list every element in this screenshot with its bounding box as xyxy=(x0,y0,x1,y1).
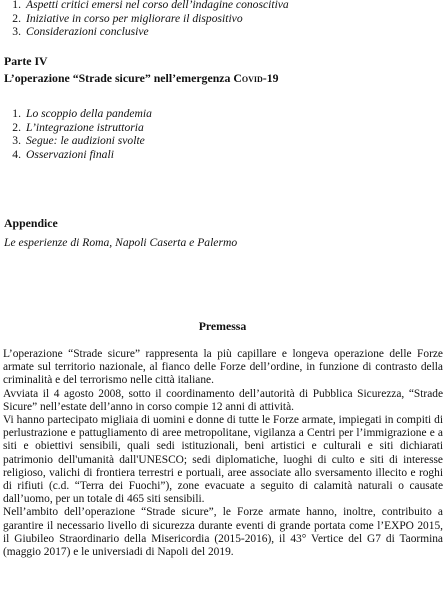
toc-item: 3. Segue: le audizioni svolte xyxy=(12,134,145,148)
toc-item: 4. Osservazioni finali xyxy=(12,147,114,161)
premessa-body xyxy=(3,348,443,559)
toc-item: 1. Aspetti critici emersi nel corso dell’indagine conoscitiva xyxy=(12,0,289,11)
paragraph: Nell’ambito dell’operazione “Strade sicure”, le Forze armate hanno, inoltre, contribuito a garantire il necessario livello di sicurezza durante eventi di grande portata come l’EXPO 2015, il Giubileo Straordinario della Misericordia (2015-2016), il 43° Vertice del G7 di Taormina (maggio 2017) e le universiadi di Napoli del 2019. xyxy=(3,506,443,559)
part-iv-label: Parte IV xyxy=(4,54,48,68)
appendix-label: Appendice xyxy=(4,216,58,230)
paragraph: Avviata il 4 agosto 2008, sotto il coordinamento dell’autorità di Pubblica Sicurezza, “Strade Sicure” nell’estate dell’anno in corso compie 12 anni di attività. xyxy=(3,387,443,413)
part-iv-title: L’operazione “Strade sicure” nell’emergenza Covid-19 xyxy=(4,71,279,85)
appendix-subtitle: Le esperienze di Roma, Napoli Caserta e Palermo xyxy=(4,236,238,249)
toc-item: 1. Lo scoppio della pandemia xyxy=(12,107,152,120)
premessa-title: Premessa xyxy=(198,319,247,333)
toc-item: 3. Considerazioni conclusive xyxy=(12,25,149,39)
toc-top-list xyxy=(2,0,289,39)
part-iv-list xyxy=(2,107,152,161)
paragraph: L’operazione “Strade sicure” rappresenta la più capillare e longeva operazione delle Forze armate sul territorio nazionale, al fianco delle Forze dell’ordine, in funzione di contrasto della criminalità e del terrorismo nelle città italiane. xyxy=(3,348,443,387)
toc-item: 2. Iniziative in corso per migliorare il dispositivo xyxy=(12,11,243,25)
toc-item: 2. L’integrazione istruttoria xyxy=(12,120,144,134)
paragraph: Vi hanno partecipato migliaia di uomini e donne di tutte le Forze armate, impiegati in compiti di perlustrazione e pattugliamento di aree metropolitane, vigilanza a Centri per l’immigrazione e a siti e obiettivi sensibili, quali sedi istituzionali, beni artistici e culturali e siti dichiarati patrimonio dell'umanità dall'UNESCO; sedi diplomatiche, luoghi di culto e siti di interesse religioso, valichi di frontiera terrestri e portuali, aree associate allo sversamento illecito e roghi di rifiuti (c.d. “Terra dei Fuochi”), zone evacuate a seguito di calamità naturali o causate dall’uomo, per un totale di 465 siti sensibili. xyxy=(3,414,443,506)
